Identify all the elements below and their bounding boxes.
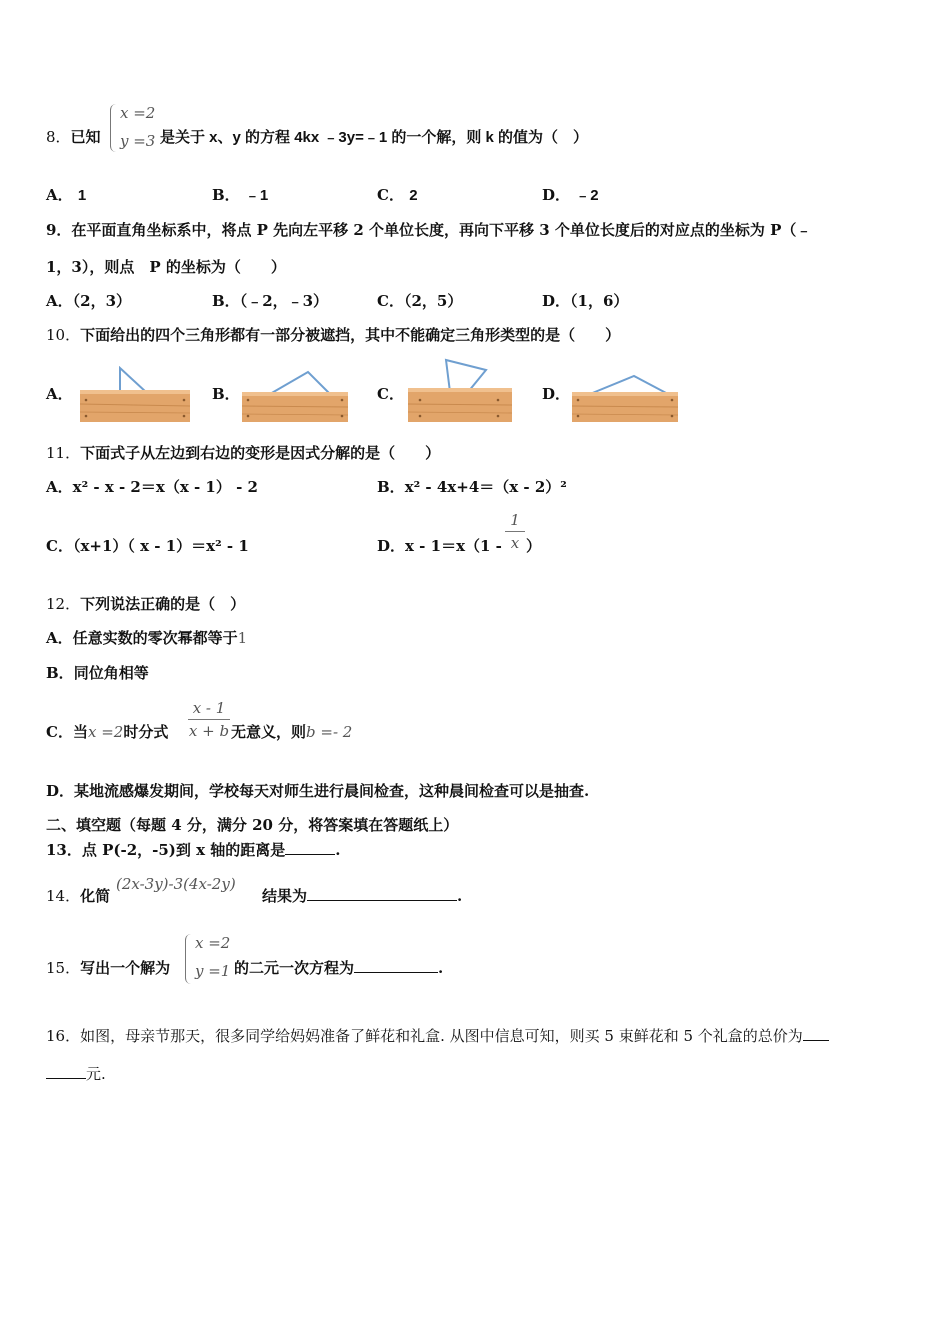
q8-option-a[interactable]: A． 1 [46,186,87,204]
q12-option-d[interactable]: D．某地流感爆发期间，学校每天对师生进行晨间检查，这种晨间检查可以是抽查. [46,782,590,800]
q13-answer-blank[interactable] [285,854,335,855]
q10-stem: 10．下面给出的四个三角形都有一部分被遮挡，其中不能确定三角形类型的是（ ） [46,326,621,344]
q10-option-b[interactable]: B． [212,385,240,403]
q8-text: 是关于 x、y 的方程 4kx ﹣3y=﹣1 的一个解，则 k 的值为（ ） [160,129,589,146]
q11-option-b[interactable]: B．x² - 4x+4＝（x - 2）² [377,478,567,496]
q13-stem: 13．点 P(-2，-5)到 x 轴的距离是 . [46,841,341,859]
q8-eq2: y =3 [120,132,156,150]
q12-option-a[interactable]: A．任意实数的零次幂都等于1 [46,629,248,647]
q12-option-b[interactable]: B．同位角相等 [46,664,149,682]
q9-option-a[interactable]: A．（2，3） [46,292,132,310]
q11-option-a[interactable]: A．x² - x - 2＝x（x - 1） - 2 [46,478,258,496]
q12-c-fraction: x - 1 x + b [188,699,230,740]
q9-option-d[interactable]: D．（1，6） [542,292,629,310]
q10-option-c[interactable]: C． [377,385,404,403]
q10-figure-c [406,356,514,424]
q15-eq1: x =2 [195,934,231,952]
q15-answer-blank[interactable] [354,972,438,973]
q10-figure-a [78,366,192,424]
q14-stem: 14．化简 [46,887,111,905]
q15-tail: 的二元一次方程为 . [234,959,444,977]
q10-option-a[interactable]: A． [46,385,73,403]
q12-c-tail: 无意义，则b =- 2 [231,723,353,741]
q14-expression: (2x-3y)-3(4x-2y) [116,875,236,893]
q11-d-fraction: 1 x [505,511,525,552]
q9-stem-line1: 9．在平面直角坐标系中，将点 P 先向左平移 2 个单位长度，再向下平移 3 个单位长度后的对应点的坐标为 P（﹣ [46,221,812,239]
q12-stem: 12．下列说法正确的是（ ） [46,595,246,613]
q8-stem [46,130,101,145]
q11-option-c[interactable]: C．（x+1）（ x - 1）＝x² - 1 [46,537,249,555]
question-number: 8． [46,128,71,146]
q8-option-c[interactable]: C． 2 [377,186,418,204]
q9-option-c[interactable]: C．（2，5） [377,292,463,310]
q8-option-b[interactable]: B． ﹣1 [212,186,269,204]
q14-tail: 结果为 . [262,887,463,905]
q14-answer-blank[interactable] [307,900,457,901]
q8-pre: 已知 [70,128,101,146]
q12-option-c[interactable]: C．当x =2时分式 [46,723,169,741]
q16-answer-blank-1[interactable] [803,1040,829,1041]
q15-eq2: y =1 [195,962,231,980]
q10-figure-b [240,366,350,424]
q11-d-close: ） [526,537,542,555]
q9-stem-line2: 1，3），则点 P 的坐标为（ ） [46,258,286,276]
q11-stem: 11．下面式子从左边到右边的变形是因式分解的是（ ） [46,444,441,462]
q16-stem-line1: 16．如图，母亲节那天，很多同学给妈妈准备了鲜花和礼盒. 从图中信息可知，则买 5 束鲜花和 5 个礼盒的总价为 [46,1029,829,1044]
q9-option-b[interactable]: B．（﹣2，﹣3） [212,292,329,310]
q15-stem: 15．写出一个解为 [46,959,171,977]
section-2-title: 二、填空题（每题 4 分，满分 20 分，将答案填在答题纸上） [46,816,459,834]
q16-stem-line2: 元. [46,1067,106,1082]
q8-option-d[interactable]: D． ﹣2 [542,186,599,204]
q10-figure-d [570,366,680,424]
q10-option-d[interactable]: D． [542,385,571,403]
q8-eq1: x =2 [120,104,156,122]
q16-answer-blank-2[interactable] [46,1078,86,1079]
q11-option-d[interactable]: D．x - 1＝x（1 - [377,537,502,555]
